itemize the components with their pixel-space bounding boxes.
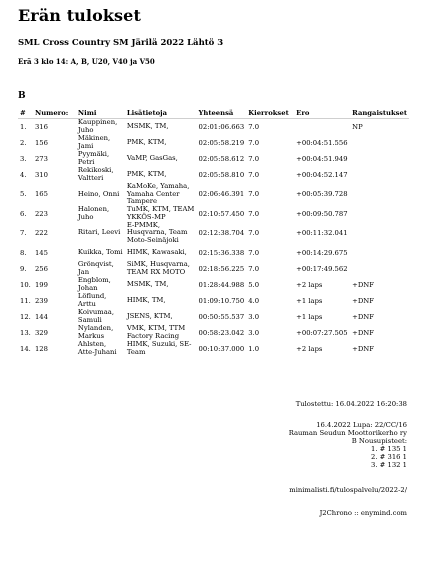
table-row <box>18 119 409 136</box>
row-gap <box>294 119 350 136</box>
results-body <box>18 119 409 357</box>
results-table <box>18 108 409 357</box>
row-info: HIMK, Suzuki, SE-Team <box>126 339 192 356</box>
event-subtitle: SML Cross Country SM Järilä 2022 Lähtö 3 <box>18 38 224 48</box>
row-penalty <box>350 135 409 151</box>
row-total: 01:28:44.988 <box>198 280 245 289</box>
row-total: 01:09:10.750 <box>198 296 245 305</box>
row-info: KaMoKe, Yamaha, Yamaha Center Tampere <box>126 182 190 206</box>
row-name: Halonen, Juho <box>77 205 110 221</box>
row-penalty <box>350 183 409 206</box>
row-laps: 3.0 <box>248 328 260 337</box>
row-gap: +00:09:50.787 <box>296 209 348 218</box>
row-position: 12. <box>20 312 31 321</box>
row-name: Ritari, Leevi <box>77 228 121 237</box>
row-laps: 4.0 <box>248 296 260 305</box>
row-total: 02:01:06.663 <box>198 123 245 131</box>
row-gap: +00:07:27.505 <box>296 328 348 337</box>
organizer: Rauman Seudun Moottorikerho ry <box>288 429 407 437</box>
column-header-penalties: Rangaistukset <box>350 108 409 119</box>
row-position: 2. <box>20 139 27 147</box>
row-total: 02:18:56.225 <box>198 264 245 273</box>
row-laps: 7.0 <box>248 229 260 238</box>
row-gap: +00:14:29.675 <box>296 248 348 257</box>
table-row <box>18 167 409 183</box>
row-total: 02:10:57.450 <box>198 209 245 218</box>
row-number: 145 <box>34 248 48 257</box>
row-position: 10. <box>20 280 31 289</box>
column-header-name: Nimi <box>76 108 125 119</box>
row-laps: 7.0 <box>248 190 260 199</box>
row-penalty <box>350 245 409 261</box>
row-name: Kuikka, Tomi <box>77 247 123 256</box>
promotion-list <box>289 445 407 469</box>
row-gap: +00:04:51.949 <box>296 155 348 163</box>
row-laps: 1.0 <box>248 344 260 353</box>
row-penalty <box>350 167 409 183</box>
row-name: Löflund, Arttu <box>77 291 107 308</box>
row-info: TuMK, KTM, TEAM YKKÖS-MP <box>126 205 195 221</box>
row-gap: +00:11:32.041 <box>296 229 348 238</box>
row-gap: +1 laps <box>296 312 323 321</box>
row-position: 11. <box>20 296 31 305</box>
table-row <box>18 325 409 341</box>
row-total: 02:06:46.391 <box>198 190 245 199</box>
row-name: Kauppinen, Juho <box>77 118 118 134</box>
row-laps: 7.0 <box>248 155 260 163</box>
row-gap: +00:04:52.147 <box>296 171 348 179</box>
page-title: Erän tulokset <box>18 6 141 25</box>
column-header-position: # <box>18 108 33 119</box>
row-penalty: +DNF <box>352 280 374 289</box>
promotion-title: B Nousupisteet: <box>351 437 407 445</box>
promotion-item: 3. # 132 1 <box>371 461 407 469</box>
printed-timestamp: Tulostettu: 16.04.2022 16:20:38 <box>295 400 407 408</box>
row-number: 329 <box>34 328 48 337</box>
table-row <box>18 206 409 222</box>
table-row <box>18 341 409 357</box>
row-name: Rekikoski, Valtteri <box>77 166 114 182</box>
row-info: PMK, KTM, <box>126 138 167 147</box>
table-row <box>18 261 409 277</box>
row-gap: +2 laps <box>296 280 323 289</box>
column-header-info: Lisätietoja <box>125 108 197 119</box>
row-total: 00:58:23.042 <box>198 328 245 337</box>
row-info: HIMK, Kawasaki, <box>126 247 187 256</box>
row-info: SiMK, Husqvarna, TEAM RX MOTO <box>126 259 190 276</box>
row-position: 4. <box>20 171 27 179</box>
row-total: 00:50:55.537 <box>198 312 245 321</box>
row-laps: 7.0 <box>248 171 260 179</box>
column-header-laps: Kierrokset <box>246 108 294 119</box>
row-total: 02:05:58.810 <box>198 171 245 179</box>
row-position: 1. <box>20 123 27 131</box>
row-number: 256 <box>34 264 48 273</box>
row-info: HIMK, TM, <box>126 295 166 304</box>
row-info: VMK, KTM, TTM Factory Racing <box>126 323 186 340</box>
row-total: 02:12:38.704 <box>198 229 245 238</box>
row-total: 02:15:36.338 <box>198 248 245 257</box>
row-info: MSMK, TM, <box>126 279 169 288</box>
row-penalty: +DNF <box>352 312 374 321</box>
row-position: 13. <box>20 328 31 337</box>
row-number: 310 <box>34 171 48 179</box>
table-row <box>18 222 409 245</box>
promotion-item: 1. # 135 1 <box>371 445 407 453</box>
row-name: Pyymäki, Petri <box>77 150 110 166</box>
credit-text: J2Chrono :: enymind.com <box>319 509 407 517</box>
row-info: JSENS, KTM, <box>126 311 173 320</box>
row-name: Koivumaa, Samuli <box>77 307 115 324</box>
row-number: 223 <box>34 209 48 218</box>
heat-info: Erä 3 klo 14: A, B, U20, V40 ja V50 <box>18 57 155 66</box>
row-number: 165 <box>34 190 48 199</box>
row-position: 7. <box>20 229 27 238</box>
row-info: MSMK, TM, <box>126 122 169 131</box>
row-position: 9. <box>20 264 27 273</box>
row-position: 8. <box>20 248 27 257</box>
row-laps: 7.0 <box>248 209 260 218</box>
table-header-row <box>18 108 409 119</box>
row-name: Ahlsten, Atte-Juhani <box>77 339 117 356</box>
row-name: Grönqvist, Jan <box>77 259 114 276</box>
row-laps: 5.0 <box>248 280 260 289</box>
row-laps: 7.0 <box>248 264 260 273</box>
row-position: 14. <box>20 344 31 353</box>
results-url: minimalisti.fi/tulospalvelu/2022-2/ <box>289 486 407 494</box>
row-total: 02:05:58.219 <box>198 139 245 147</box>
row-number: 144 <box>34 312 48 321</box>
promotion-item: 2. # 316 1 <box>371 453 407 461</box>
footer <box>289 400 407 517</box>
row-number: 239 <box>34 296 48 305</box>
table-row <box>18 277 409 293</box>
row-number: 128 <box>34 344 48 353</box>
row-penalty: +DNF <box>352 296 374 305</box>
row-penalty: NP <box>352 123 363 131</box>
row-penalty <box>350 206 409 222</box>
row-laps: 3.0 <box>248 312 260 321</box>
row-gap: +00:05:39.728 <box>296 190 348 199</box>
table-row <box>18 151 409 167</box>
row-position: 3. <box>20 155 27 163</box>
row-info: E-PMMK, Husqvarna, Team Moto-Seinäjoki <box>126 220 188 244</box>
row-name: Heino, Onni <box>77 189 120 198</box>
table-row <box>18 135 409 151</box>
row-gap: +2 laps <box>296 344 323 353</box>
row-laps: 7.0 <box>248 123 260 131</box>
row-gap: +00:17:49.562 <box>296 264 348 273</box>
row-penalty <box>350 222 409 245</box>
row-gap: +00:04:51.556 <box>296 139 348 147</box>
row-number: 222 <box>34 229 48 238</box>
column-header-total: Yhteensä <box>197 108 247 119</box>
table-row <box>18 183 409 206</box>
row-number: 316 <box>34 123 48 131</box>
row-number: 199 <box>34 280 48 289</box>
column-header-gap: Ero <box>294 108 350 119</box>
row-penalty <box>350 151 409 167</box>
row-info: VaMP, GasGas, <box>126 154 178 163</box>
row-name: Mäkinen, Jami <box>77 134 111 150</box>
row-penalty: +DNF <box>352 344 374 353</box>
row-total: 00:10:37.000 <box>198 344 245 353</box>
row-position: 6. <box>20 209 27 218</box>
row-position: 5. <box>20 190 27 199</box>
table-row <box>18 245 409 261</box>
table-row <box>18 293 409 309</box>
class-heading: B <box>18 91 26 101</box>
row-total: 02:05:58.612 <box>198 155 245 163</box>
row-name: Engblom, Johan <box>77 275 111 292</box>
row-number: 273 <box>34 155 48 163</box>
row-laps: 7.0 <box>248 248 260 257</box>
approval-info: 16.4.2022 Lupa: 22/CC/16 <box>316 421 407 429</box>
row-gap: +1 laps <box>296 296 323 305</box>
table-row <box>18 309 409 325</box>
row-number: 156 <box>34 139 48 147</box>
row-laps: 7.0 <box>248 139 260 147</box>
row-penalty <box>350 261 409 277</box>
column-header-number: Numero: <box>33 108 76 119</box>
row-info: PMK, KTM, <box>126 170 167 179</box>
row-name: Nylanden, Markus <box>77 323 114 340</box>
row-penalty: +DNF <box>352 328 374 337</box>
